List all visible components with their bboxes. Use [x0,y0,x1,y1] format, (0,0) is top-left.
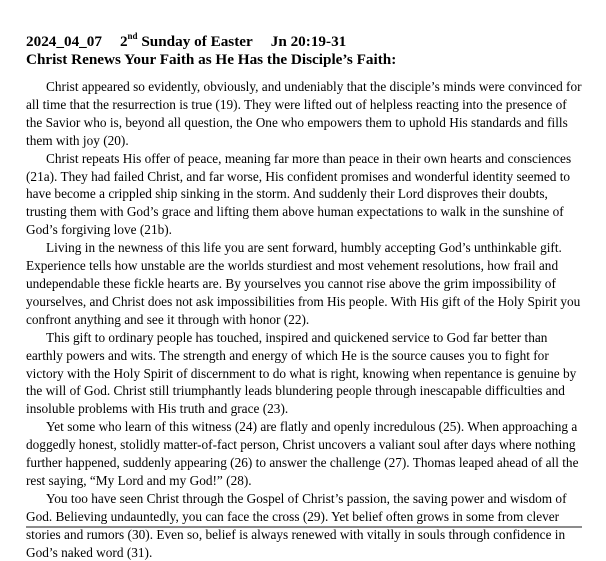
sermon-title: Christ Renews Your Faith as He Has the Disciple’s Faith: [26,51,397,68]
sunday-ordinal: 2 [119,33,128,50]
liturgical-occasion: Sunday of Easter [141,33,253,50]
paragraph-2: Christ repeats His offer of peace, meaning far more than peace in their own hearts and consciences (21a). They had failed Christ, and far worse, His confident promises and wonderful identity seemed to have become a crippled ship sinking in the storm. And suddenly their Lord disproves their doubts, trusting them with God’s grace and lifting them above human expectations to walk in the sunshine of God’s forgiving love (21b). [26,150,572,238]
sermon-date: 2024_04_07 [26,33,102,50]
paragraph-5: Yet some who learn of this witness (24) are flatly and openly incredulous (25). When approaching a doggedly honest, stolidly matter-of-fact person, Christ uncovers a valiant soul after days where nothing further happened, suddenly appearing (26) to answer the challenge (27). Thomas leaped ahead of all the rest saying, “My Lord and my God!” (28). [26,419,579,488]
sermon-note-page [26,0,582,561]
sermon-body [26,78,582,561]
paragraph-6: You too have seen Christ through the Gospel of Christ’s passion, the saving power and wisdom of God. Believing undauntedly, you can face the cross (29). Yet belief often grows in some from clever stories and rumors (30). Even so, belief is always renewed with vitally in souls through confidence in God’s naked word (31). [26,490,567,560]
paragraph-3: Living in the newness of this life you are sent forward, humbly accepting God’s unthinkable gift. Experience tells how unstable are the worlds sturdiest and most vehement resolutions, how frail and undependable these fickle hearts are. By yourselves you cannot rise above the grim impossibility of yourselves, and Christ does not ask impossibilities from His people. With His gift of the Holy Spirit you confront anything and see it through with honor (22). [26,240,581,327]
sunday-ordinal-suffix: nd [127,30,138,41]
footer-divider [26,526,582,528]
header-line [26,30,582,51]
paragraph-4: This gift to ordinary people has touched, inspired and quickened service to God far better than earthly powers and wits. The strength and energy of which He is the source causes you to fight for victory with the Holy Spirit of discernment to do what is right, knowing when repentance is genuine by the will of God. Christ still triumphantly leads blundering people through inescapable difficulties and insoluble problems with His truth and grace (23). [26,329,577,417]
scripture-reference: Jn 20:19-31 [270,33,347,50]
paragraph-1: Christ appeared so evidently, obviously, and undeniably that the disciple’s minds were convinced for all time that the resurrection is true (19). They were lifted out of helpless reacting into the presence of the Savior who is, beyond all question, the One who empowers them to uphold His standards and fills them with joy (20). [26,79,582,148]
